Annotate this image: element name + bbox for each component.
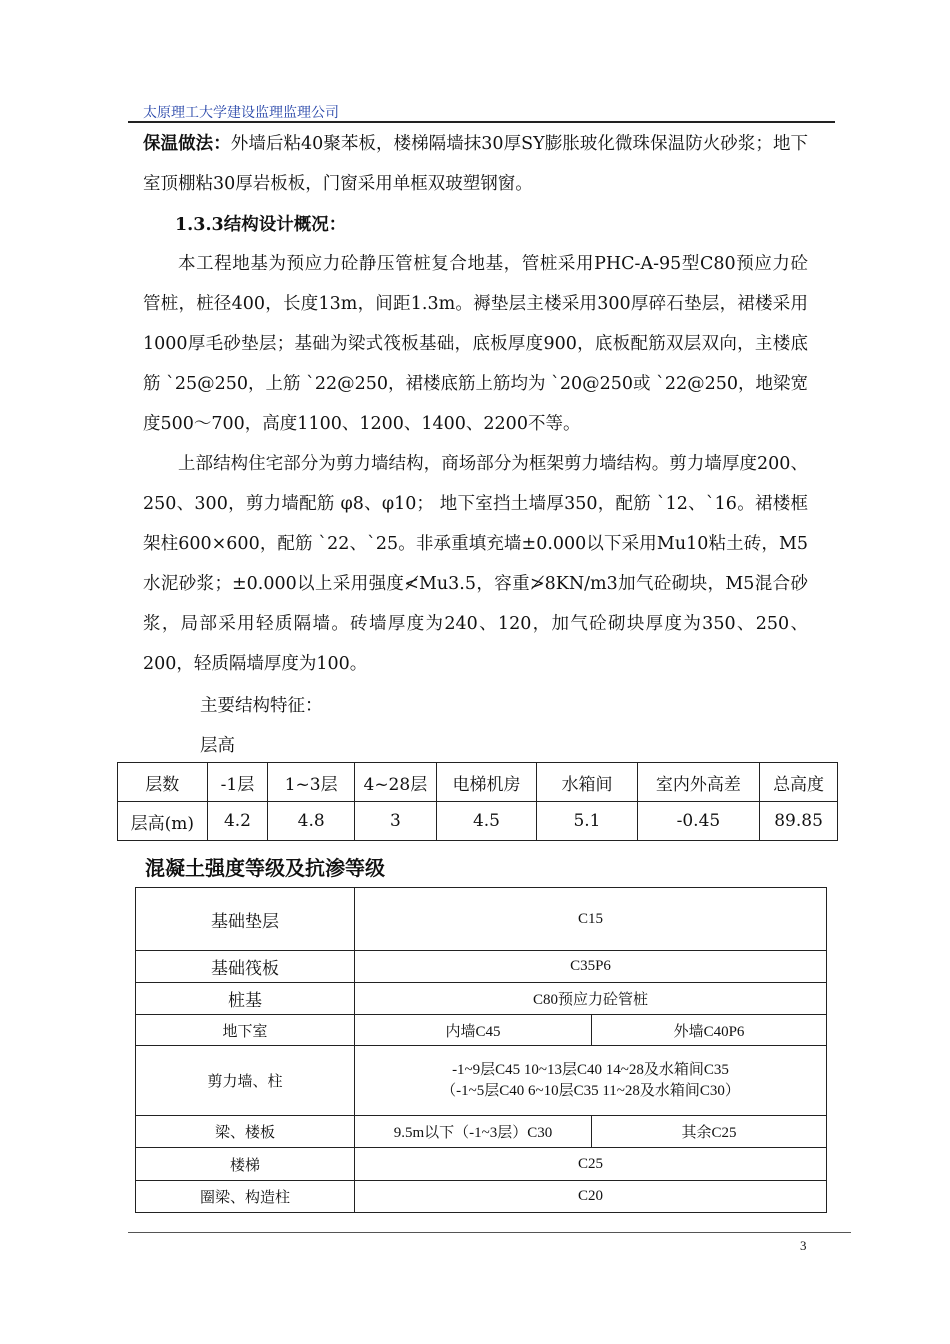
table-header-cell: 水箱间	[537, 763, 637, 802]
table-cell: 圈梁、构造柱	[136, 1181, 355, 1213]
page-number: 3	[800, 1238, 807, 1253]
table-cell: C20	[355, 1181, 827, 1213]
table-cell: 9.5m以下（-1~3层）C30	[355, 1116, 592, 1148]
table-cell: 4.2	[207, 802, 268, 841]
table-row	[136, 888, 827, 951]
table-cell: 楼梯	[136, 1148, 355, 1181]
table-row	[136, 1116, 827, 1148]
shear-wall-grade-line: -1~9层C45 10~13层C40 14~28及水箱间C35	[452, 1061, 729, 1078]
table-cell: 层高(m)	[118, 802, 208, 841]
table-header-cell: 电梯机房	[436, 763, 536, 802]
table-cell: 3	[354, 802, 436, 841]
header-company: 太原理工大学建设监理监理公司	[143, 106, 339, 121]
table-header-cell: -1层	[207, 763, 268, 802]
insulation-paragraph	[143, 124, 808, 204]
table-cell: C35P6	[355, 951, 827, 983]
table-cell: 地下室	[136, 1015, 355, 1046]
table-cell: 梁、楼板	[136, 1116, 355, 1148]
section-heading: 1.3.3结构设计概况：	[175, 215, 347, 235]
concrete-table-title: 混凝土强度等级及抗渗等级	[145, 856, 385, 880]
footer-divider	[128, 1232, 851, 1233]
insulation-label: 保温做法：	[143, 134, 231, 154]
table-cell: 基础垫层	[136, 888, 355, 951]
table-row	[136, 1015, 827, 1046]
table-cell: 外墙C40P6	[592, 1015, 827, 1046]
table-cell: C80预应力砼管桩	[355, 983, 827, 1015]
table-cell: -0.45	[637, 802, 759, 841]
concrete-grade-table	[135, 887, 827, 1213]
floor-height-label: 层高	[200, 736, 235, 756]
table-cell: 剪力墙、柱	[136, 1046, 355, 1116]
table-cell: 桩基	[136, 983, 355, 1015]
table-row	[136, 1148, 827, 1181]
table-row	[136, 1046, 827, 1116]
table-row	[118, 802, 838, 841]
table-cell: 89.85	[760, 802, 838, 841]
header-divider	[128, 121, 835, 123]
floor-height-table	[117, 762, 838, 841]
table-header-cell: 总高度	[760, 763, 838, 802]
features-label: 主要结构特征：	[200, 696, 323, 716]
table-cell: C15	[355, 888, 827, 951]
table-cell: 5.1	[537, 802, 637, 841]
table-cell: 4.5	[436, 802, 536, 841]
table-cell: 基础筏板	[136, 951, 355, 983]
table-row	[118, 763, 838, 802]
table-row	[136, 1181, 827, 1213]
table-header-cell: 层数	[118, 763, 208, 802]
table-row	[136, 951, 827, 983]
table-cell	[355, 1046, 827, 1116]
shear-wall-grade-alt-line: （-1~5层C40 6~10层C35 11~28及水箱间C30）	[441, 1082, 740, 1099]
foundation-paragraph: 本工程地基为预应力砼静压管桩复合地基，管桩采用PHC-A-95型C80预应力砼管桩，桩径400，长度13m，间距1.3m。褥垫层主楼采用300厚碎石垫层，裙楼采用1000厚毛砂垫层；基础为梁式筏板基础，底板厚度900，底板配筋双层双向，主楼底筋 `25@250，上筋 `22@250，裙楼底筋上筋均为 `20@250或 `22@250，地梁宽度500～700，高度1100、1200、1400、2200不等。	[143, 254, 808, 434]
table-cell: 4.8	[268, 802, 355, 841]
table-row	[136, 983, 827, 1015]
table-cell: C25	[355, 1148, 827, 1181]
table-header-cell: 4~28层	[354, 763, 436, 802]
table-header-cell: 室内外高差	[637, 763, 759, 802]
table-cell: 内墙C45	[355, 1015, 592, 1046]
insulation-text: 外墙后粘40聚苯板，楼梯隔墙抹30厚SY膨胀玻化微珠保温防火砂浆；地下室顶棚粘30厚岩板板，门窗采用单框双玻塑钢窗。	[143, 134, 809, 194]
superstructure-paragraph: 上部结构住宅部分为剪力墙结构，商场部分为框架剪力墙结构。剪力墙厚度200、250、300，剪力墙配筋 φ8、φ10； 地下室挡土墙厚350，配筋 `12、`16。裙楼框架柱600×600，配筋 `22、`25。非承重填充墙±0.000以下采用Mu10粘土砖，M5水泥砂浆；±0.000以上采用强度≮Mu3.5，容重≯8KN/m3加气砼砌块，M5混合砂浆，局部采用轻质隔墙。砖墙厚度为240、120，加气砼砌块厚度为350、250、200，轻质隔墙厚度为100。	[143, 454, 808, 674]
table-cell: 其余C25	[592, 1116, 827, 1148]
table-header-cell: 1~3层	[268, 763, 355, 802]
